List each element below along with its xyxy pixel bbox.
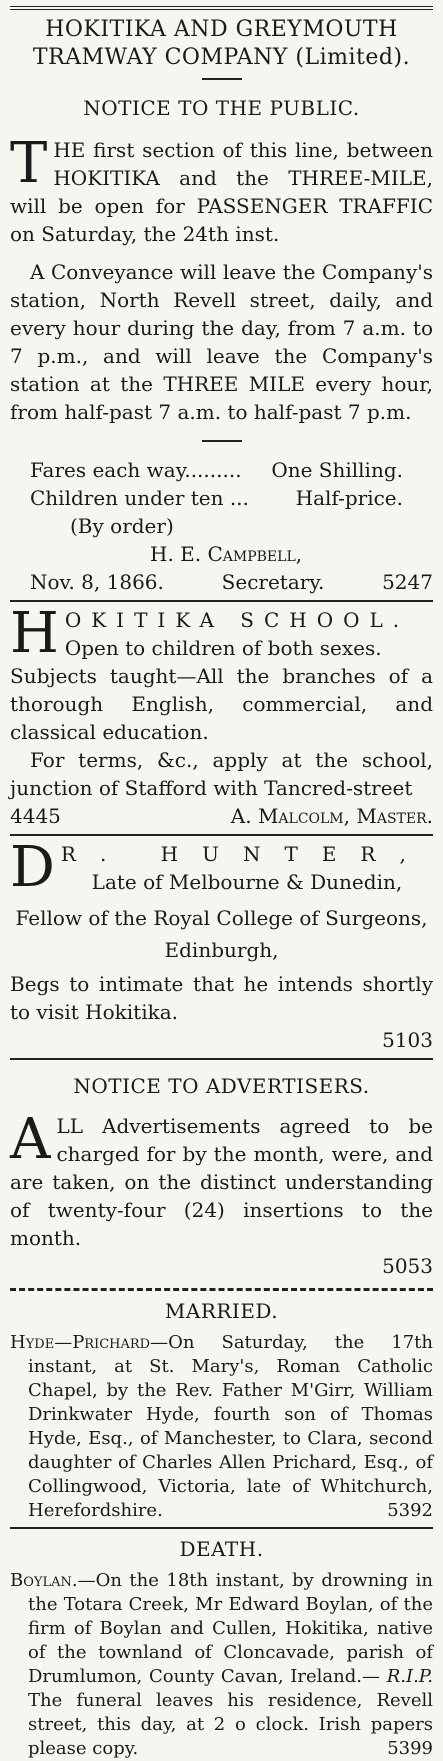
school-title: OKITIKA SCHOOL. (64, 608, 410, 632)
death-text: —On the 18th instant, by drowning in the Totara Creek, Mr Edward Boylan, of the firm of Boylan and Cullen, Hokitika, native of the townland of Cloncavade, parish of Drumlumon, County Cavan, Ireland.— (28, 1570, 433, 1687)
death-title: DEATH. (179, 1537, 264, 1561)
ad-number: 5053 (382, 1254, 433, 1278)
school-signer: A. Malcolm, Master. (230, 804, 433, 828)
death-rip: R.I.P. (386, 1666, 433, 1687)
tramway-date: Nov. 8, 1866. (30, 570, 164, 594)
married-title: MARRIED. (164, 1299, 279, 1323)
hunter-line-1: Late of Melbourne & Dunedin, (91, 870, 403, 894)
tramway-notice (10, 16, 433, 596)
ad-number: 5392 (387, 1500, 433, 1521)
fares-row (10, 456, 433, 484)
tramway-signer: H. E. Campbell, (150, 542, 303, 566)
rule (10, 1058, 433, 1060)
dashed-rule (10, 1288, 433, 1291)
rule (10, 1527, 433, 1529)
children-row (10, 484, 433, 512)
dropcap: D (10, 835, 55, 900)
school-paragraph-2: For terms, &c., apply at the school, junction of Stafford with Tancred-street (10, 748, 433, 800)
ad-number: 5247 (382, 570, 433, 594)
by-order: (By order) (70, 514, 174, 538)
hunter-line-3: Edinburgh, (164, 938, 279, 962)
married-text: —On Saturday, the 17th instant, at St. Mary's, Roman Catholic Chapel, by the Rev. Father M'Girr, William Drinkwater Hyde, fourth son of Thomas Hyde, Esq., of Manchester, to Clara, second daughter of Charles Allen Prichard, Esq., of Collingwood, Victoria, late of Whitchurch, Herefordshire. (28, 1332, 433, 1521)
tramway-title-2: TRAMWAY COMPANY (Limited). (32, 45, 411, 70)
dropcap: H (10, 601, 59, 666)
advertisers-paragraph (10, 1107, 433, 1252)
school-footer (10, 802, 433, 830)
hunter-footer (10, 1026, 433, 1054)
hunter-paragraph: Begs to intimate that he intends shortly to visit Hokitika. (10, 972, 433, 1024)
dropcap: T (10, 131, 48, 196)
dropcap: A (10, 1107, 51, 1172)
death-paragraph (10, 1569, 433, 1761)
divider (202, 440, 242, 442)
hunter-title: R. HUNTER, (60, 842, 430, 866)
advertisers-notice (10, 1072, 433, 1280)
tramway-footer (10, 568, 433, 596)
advertisers-title: NOTICE TO ADVERTISERS. (73, 1074, 370, 1098)
school-paragraph-1: Subjects taught—All the branches of a thorough English, commercial, and classical education. (10, 664, 433, 744)
school-line-1: Open to children of both sexes. (64, 636, 382, 660)
tramway-paragraph-1 (10, 131, 433, 248)
advertisers-footer (10, 1252, 433, 1280)
tramway-title-1: HOKITIKA AND GREYMOUTH (45, 17, 398, 42)
rule (10, 600, 433, 602)
married-names: Hyde—Prichard (10, 1332, 151, 1353)
tramway-notice-heading: NOTICE TO THE PUBLIC. (83, 96, 360, 120)
hunter-notice (10, 835, 433, 1054)
ad-number: 5399 (387, 1738, 433, 1759)
newspaper-column (0, 6, 443, 1759)
tramway-text-1: HE first section of this line, between HOKITIKA and the THREE-MILE, will be open for PASSENGER TRAFFIC on Saturday, the 24th inst. (10, 138, 433, 246)
ad-number: 4445 (10, 804, 61, 828)
tramway-paragraph-2: A Conveyance will leave the Company's station, North Revell street, daily, and every hour during the day, from 7 a.m. to 7 p.m., and will leave the Company's station at the THREE MILE every hour, from half-past 7 a.m. to half-past 7 p.m. (10, 260, 433, 424)
rule (10, 834, 433, 836)
hunter-line-2: Fellow of the Royal College of Surgeons, (15, 906, 428, 930)
death-notice (10, 1537, 433, 1761)
divider (202, 78, 242, 80)
tramway-role: Secretary. (221, 570, 325, 594)
top-rule (10, 6, 433, 10)
fares-label: Fares each way......... (30, 458, 242, 482)
death-name: Boylan. (10, 1570, 78, 1591)
advertisers-text: LL Advertisements agreed to be charged for by the month, were, and are taken, on the distinct understanding of twenty-four (24) insertions to the month. (10, 1114, 433, 1250)
fares-value: One Shilling. (271, 458, 403, 482)
children-label: Children under ten ... (30, 486, 249, 510)
married-paragraph (10, 1331, 433, 1523)
married-notice (10, 1299, 433, 1523)
death-text-2: The funeral leaves his residence, Revell street, this day, at 2 o clock. Irish papers please copy. (28, 1690, 433, 1759)
children-value: Half-price. (295, 486, 403, 510)
school-notice (10, 601, 433, 830)
ad-number: 5103 (382, 1028, 433, 1052)
